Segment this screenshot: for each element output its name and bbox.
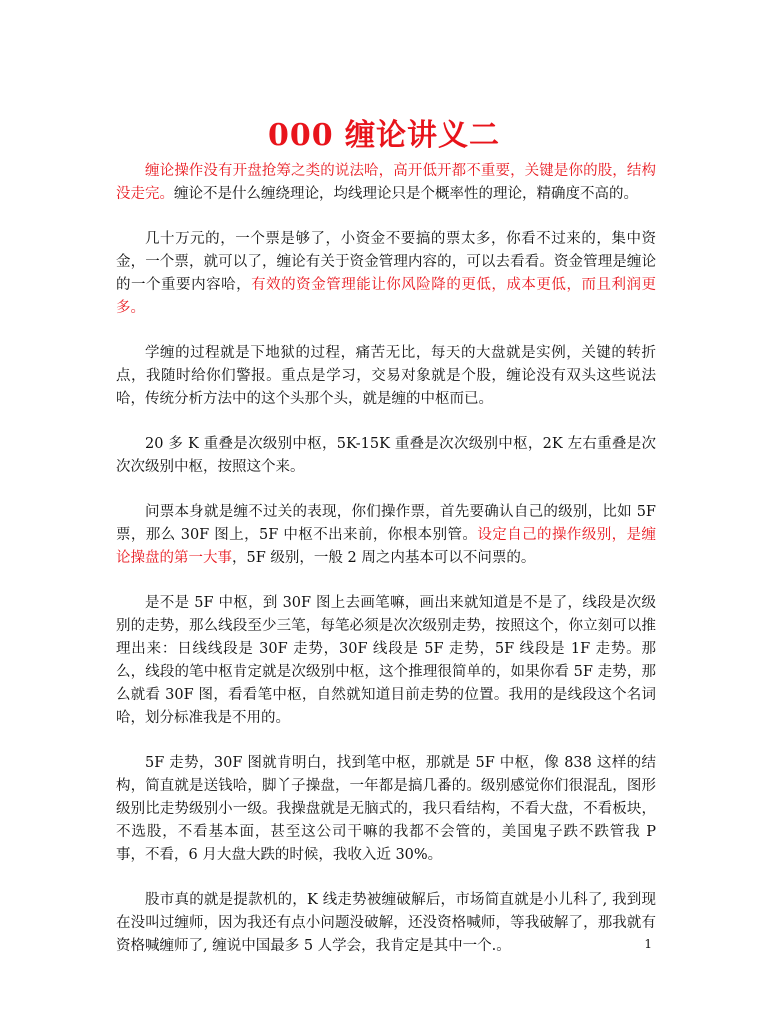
body-text: ，5F 级别，一般 2 周之内基本可以不问票的。 xyxy=(232,550,536,566)
body-text: 股市真的就是提款机的，K 线走势被缠破解后，市场简直就是小儿科了, 我到现在没叫过缠师，因为我还有点小问题没破解，还没资格喊师，等我破解了，那我就有资格喊缠师了, 缠说中国最多 5 人学会，我肯定是其中一个.。 xyxy=(116,892,656,954)
paragraph-7 xyxy=(116,752,656,867)
paragraph-5 xyxy=(116,501,656,570)
paragraph-2 xyxy=(116,228,656,320)
highlighted-text: 缠论操作没有开盘抢筹之类的说法哈，高开低开都不重要，关键是你的股，结构没走完。 xyxy=(116,163,656,202)
paragraph-3 xyxy=(116,342,656,411)
paragraph-6 xyxy=(116,592,656,730)
highlighted-text: 有效的资金管理能让你风险降的更低，成本更低，而且利润更多。 xyxy=(116,277,657,316)
body-text: 20 多 K 重叠是次级别中枢，5K-15K 重叠是次次级别中枢，2K 左右重叠是次次次级别中枢，按照这个来。 xyxy=(116,436,656,475)
highlighted-text: 设定自己的操作级别，是缠论操盘的第一大事 xyxy=(116,527,657,566)
body-text: 是不是 5F 中枢，到 30F 图上去画笔嘛，画出来就知道是不是了，线段是次级别的走势，那么线段至少三笔，每笔必须是次次级别走势，按照这个，你立刻可以推理出来：日线线段是 30F 走势，30F 线段是 5F 走势，5F 线段是 1F 走势。那么，线段的笔中枢肯定就是次级别中枢，这个推理很简单的，如果你看 5F 走势，那么就看 30F 图，看看笔中枢，自然就知道目前走势的位置。我用的是线段这个名词哈，划分标准我是不用的。 xyxy=(116,595,656,726)
body-text: 学缠的过程就是下地狱的过程，痛苦无比，每天的大盘就是实例，关键的转折点，我随时给你们警报。重点是学习，交易对象就是个股，缠论没有双头这些说法哈，传统分析方法中的这个头那个头，就是缠的中枢而已。 xyxy=(116,345,656,407)
body-text: 问票本身就是缠不过关的表现，你们操作票，首先要确认自己的级别，比如 5F 票，那么 30F 图上，5F 中枢不出来前，你根本别管。 xyxy=(116,504,656,543)
paragraph-8 xyxy=(116,889,656,958)
body-text: 几十万元的，一个票是够了，小资金不要搞的票太多，你看不过来的，集中资金，一个票，就可以了，缠论有关于资金管理内容的，可以去看看。资金管理是缠论的一个重要内容哈， xyxy=(116,231,656,293)
document-body xyxy=(116,160,656,980)
page-number: 1 xyxy=(644,937,652,951)
document-title: 000 缠论讲义二 xyxy=(267,118,501,154)
paragraph-1 xyxy=(116,160,656,206)
body-text: 缠论不是什么缠绕理论，均线理论只是个概率性的理论，精确度不高的。 xyxy=(174,186,638,202)
body-text: 5F 走势，30F 图就肯明白，找到笔中枢，那就是 5F 中枢，像 838 这样的结构，简直就是送钱哈，脚丫子操盘，一年都是搞几番的。级别感觉你们很混乱，图形级别比走势级别小一级。我操盘就是无脑式的，我只看结构，不看大盘，不看板块，不选股，不看基本面，甚至这公司干嘛的我都不会管的，美国鬼子跌不跌管我 P 事，不看，6 月大盘大跌的时候，我收入近 30%。 xyxy=(116,755,656,863)
paragraph-4 xyxy=(116,433,656,479)
